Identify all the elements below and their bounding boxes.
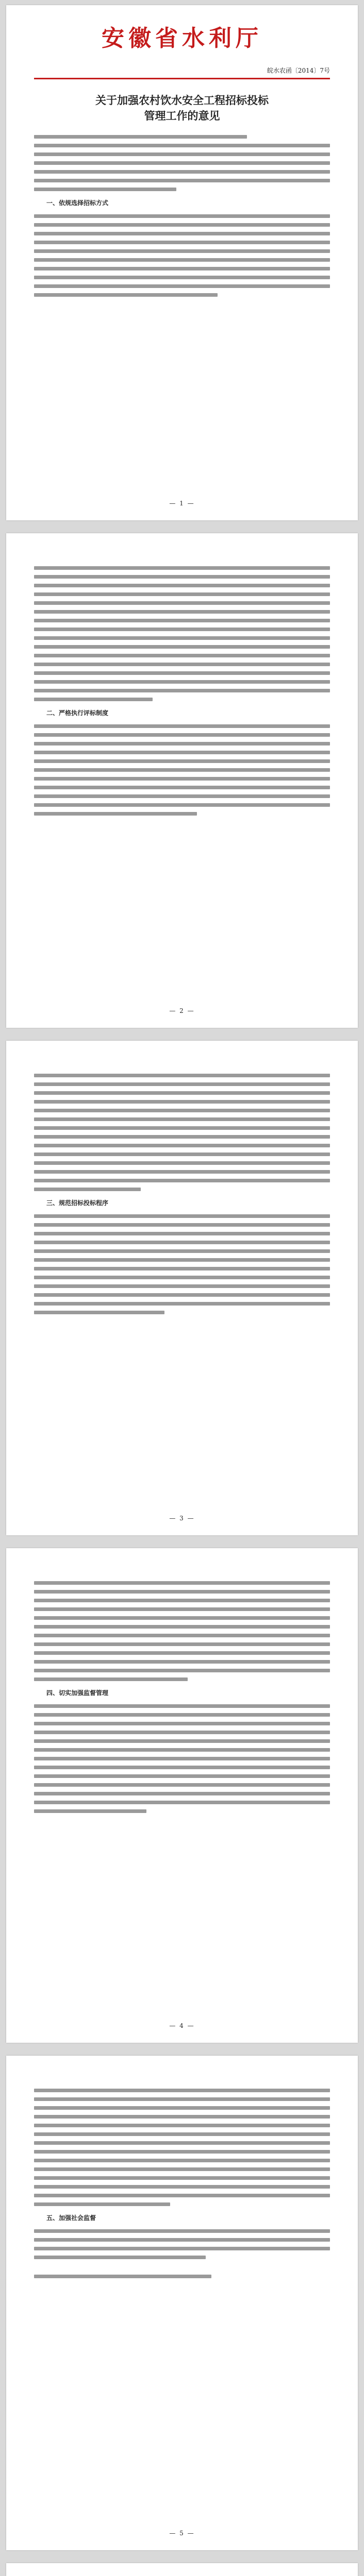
text-block [34, 214, 330, 297]
page-number: — 4 — [169, 2022, 195, 2029]
red-header-rule [34, 78, 330, 79]
section-heading-2: 二、严格执行评标制度 [46, 709, 109, 717]
page-number: — 2 — [169, 1007, 195, 1014]
section-heading-4: 四、切实加强监督管理 [46, 1689, 109, 1697]
document-title [34, 93, 330, 124]
department-header: 安徽省水利厅 [102, 25, 262, 52]
text-block [34, 2089, 330, 2206]
document-title-line-1: 关于加强农村饮水安全工程招标投标 [95, 94, 269, 107]
text-block [34, 135, 330, 191]
page-number: — 5 — [169, 2530, 195, 2537]
text-block [34, 1704, 330, 1813]
attachment-reference [34, 2275, 330, 2278]
text-block [34, 1581, 330, 1681]
document-page-4 [6, 1548, 358, 2043]
page-number: — 3 — [169, 1515, 195, 1522]
page-number: — 1 — [169, 500, 195, 507]
text-block [34, 566, 330, 701]
document-page-6 [6, 2563, 358, 2576]
document-page-1 [6, 5, 358, 520]
document-number: 皖水农函〔2014〕7号 [267, 67, 330, 74]
text-block [34, 1074, 330, 1191]
document-title-line-2: 管理工作的意见 [144, 109, 220, 122]
text-block [34, 2229, 330, 2259]
text-block [34, 1214, 330, 1314]
document-page-3 [6, 1041, 358, 1535]
section-heading-5: 五、加强社会监督 [46, 2214, 96, 2222]
document-page-2 [6, 533, 358, 1028]
section-heading-1: 一、依规选择招标方式 [46, 199, 109, 207]
document-page-5 [6, 2056, 358, 2550]
text-block [34, 724, 330, 816]
section-heading-3: 三、规范招标投标程序 [46, 1199, 109, 1207]
